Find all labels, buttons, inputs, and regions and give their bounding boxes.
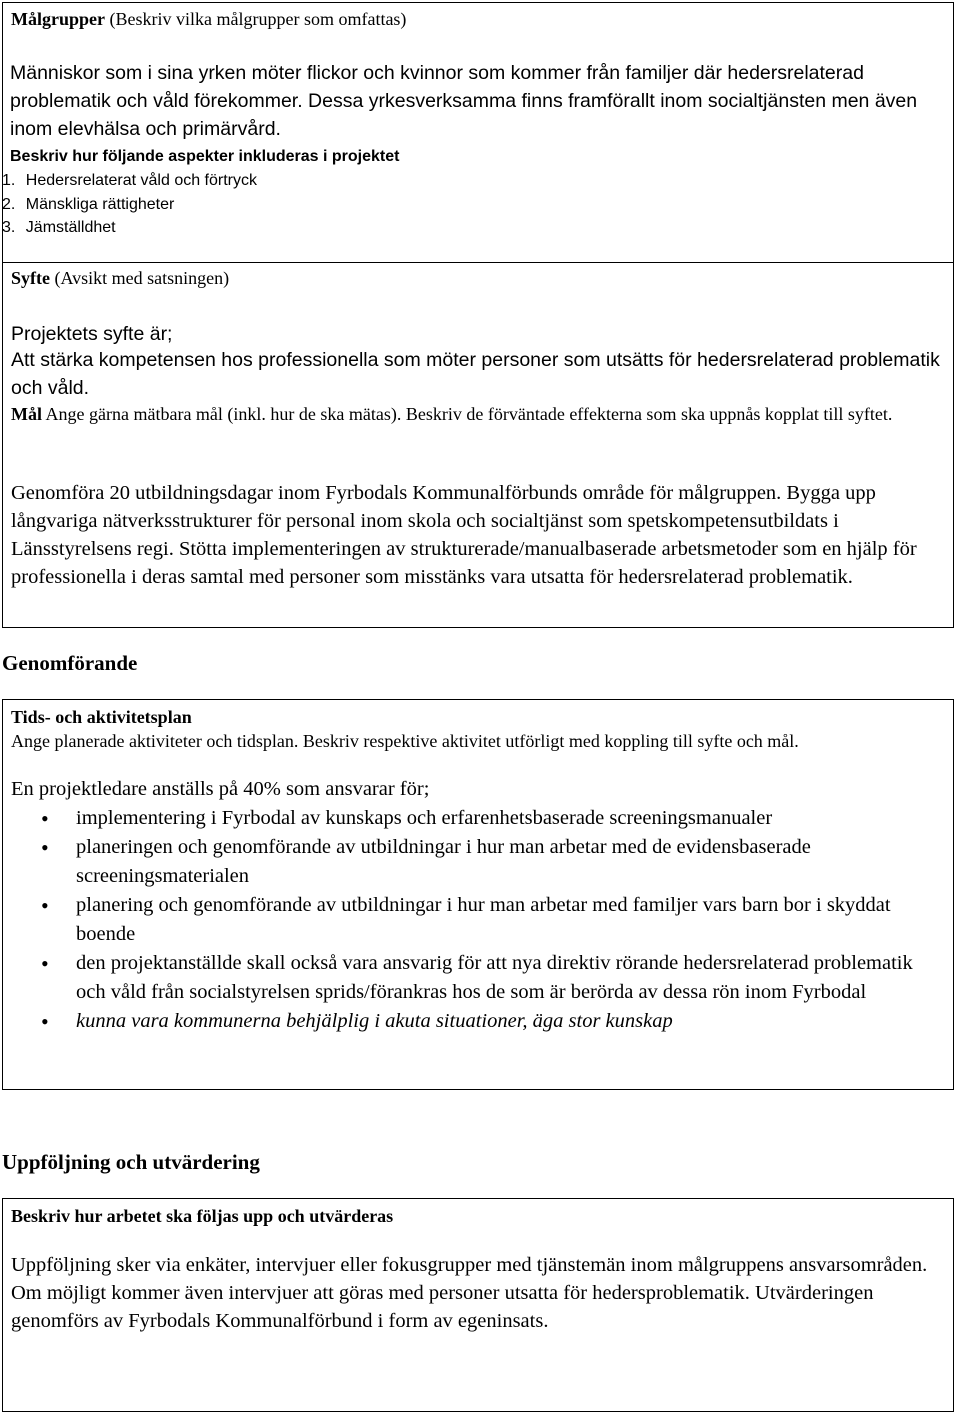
aspect-text: Jämställdhet [25, 219, 116, 236]
bullet-item: • planering och genomförande av utbildningar i hur man arbetar med familjer vars barn bor i skyddat boende [41, 893, 891, 945]
uppfoljning-box [2, 1198, 954, 1412]
bullet-item: • planeringen och genomförande av utbildningar i hur man arbetar med de evidensbaserade screeningsmaterialen [41, 835, 811, 887]
mal-label-rest: Ange gärna mätbara mål (inkl. hur de ska mätas). Beskriv de förväntade effekterna som ska uppnås kopplat till syftet. [42, 404, 893, 424]
aspect-item-2: 2. Mänskliga rättigheter [2, 195, 175, 213]
syfte-line1: Projektets syfte är; [11, 323, 173, 345]
mal-label [11, 403, 945, 426]
malgrupper-box [2, 2, 954, 263]
malgrupper-label-bold: Målgrupper [11, 9, 105, 29]
bullet-item: • den projektanställde skall också vara ansvarig för att nya direktiv rörande hedersrelaterad problematik och våld från socialstyrelsen sprids/förankras hos de som är berörda av dessa rön inom Fyrbodal [41, 951, 913, 1003]
syfte-label [11, 267, 945, 289]
aspect-text: Mänskliga rättigheter [25, 195, 175, 213]
bullet-icon: • [41, 806, 49, 831]
aspect-text: Hedersrelaterat våld och förtryck [25, 172, 257, 189]
syfte-box [2, 262, 954, 628]
plan-bullets [3, 804, 947, 1036]
bullet-icon: • [41, 835, 49, 860]
bullet-item: • implementering i Fyrbodal av kunskaps och erfarenhetsbaserade screeningsmanualer [41, 806, 773, 831]
aspect-item-3: 3. Jämställdhet [2, 219, 116, 236]
mal-label-bold: Mål [11, 404, 42, 424]
aspects-heading: Beskriv hur följande aspekter inkluderas i projektet [10, 148, 400, 165]
malgrupper-label [11, 8, 945, 30]
aspect-item-1: 1. Hedersrelaterat våld och förtryck [2, 172, 257, 189]
bullet-icon: • [41, 893, 49, 918]
plan-box [2, 699, 954, 1090]
plan-intro: En projektledare anställs på 40% som ansvarar för; [11, 778, 430, 800]
uppfoljning-heading: Uppföljning och utvärdering [2, 1150, 260, 1174]
aspects-list [2, 169, 945, 240]
uppfoljning-label: Beskriv hur arbetet ska följas upp och utvärderas [11, 1206, 394, 1226]
uppfoljning-body: Uppföljning sker via enkäter, intervjuer eller fokusgrupper med tjänstemän inom målgruppens ansvarsområden. Om möjligt kommer även intervjuer att göras med personer utsatta för hedersproblematik. Utvärderingen genomförs av Fyrbodals Kommunalförbund i form av egeninsats. [11, 1254, 928, 1332]
syfte-label-rest: (Avsikt med satsningen) [50, 268, 230, 288]
malgrupper-label-rest: (Beskriv vilka målgrupper som omfattas) [105, 9, 407, 29]
syfte-label-bold: Syfte [11, 268, 50, 288]
mal-goals: Genomföra 20 utbildningsdagar inom Fyrbodals Kommunalförbunds område för målgruppen. Bygga upp långvariga nätverksstrukturer för personal inom skola och socialtjänst som spetskompetensutbildats i Länsstyrelsens regi. Stötta implementeringen av strukturerade/manualbaserade arbetsmetoder som en hjälp för professionella i deras samtal med personer som misstänks vara utsatta för hedersrelaterad problematik. [11, 482, 917, 588]
plan-label: Tids- och aktivitetsplan [11, 707, 192, 727]
bullet-item: • kunna vara kommunerna behjälplig i akuta situationer, äga stor kunskap [41, 1009, 673, 1034]
bullet-icon: • [41, 951, 49, 976]
syfte-line2: Att stärka kompetensen hos professionella som möter personer som utsätts för hedersrelaterad problematik och våld. [11, 349, 940, 399]
bullet-icon: • [41, 1009, 49, 1034]
genomforande-heading: Genomförande [2, 651, 138, 675]
plan-desc: Ange planerade aktiviteter och tidsplan. Beskriv respektive aktivitet utförligt med koppling till syfte och mål. [11, 731, 799, 751]
malgrupper-body: Människor som i sina yrken möter flickor och kvinnor som kommer från familjer där hedersrelaterad problematik och våld förekommer. Dessa yrkesverksamma finns framförallt inom socialtjänsten men även inom elevhälsa och primärvård. [10, 62, 918, 140]
